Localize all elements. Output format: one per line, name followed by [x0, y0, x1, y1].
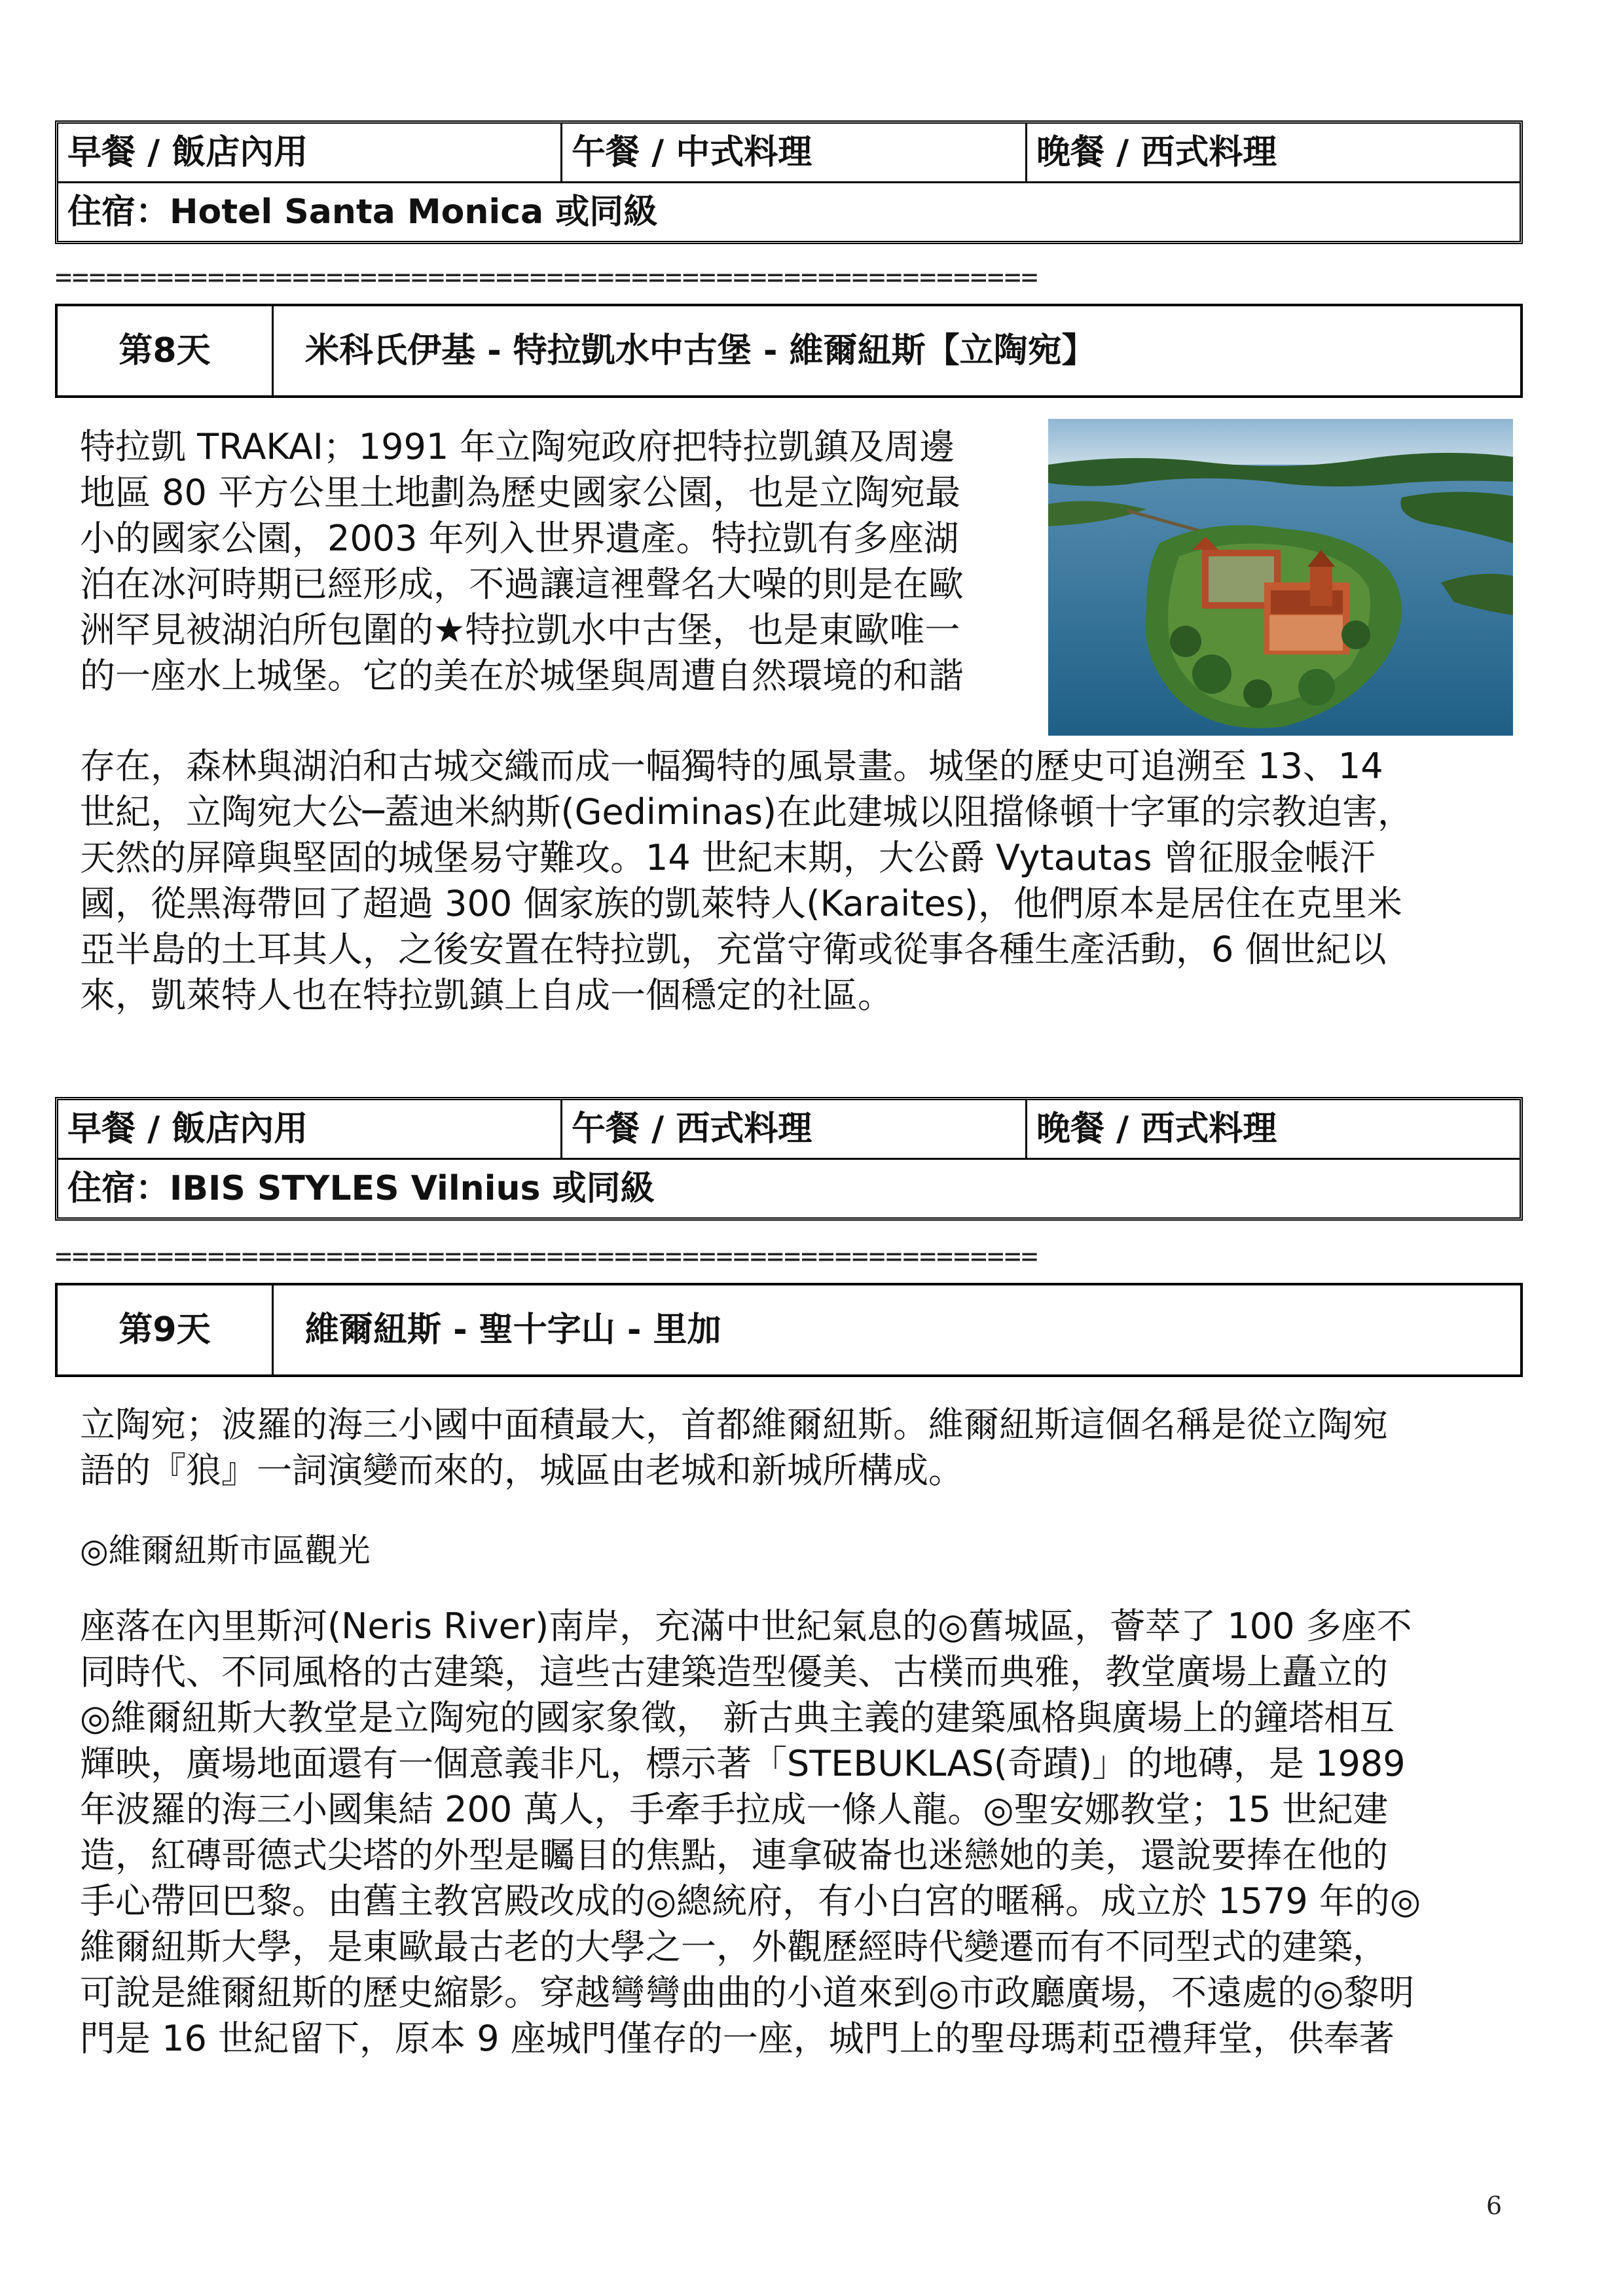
day8-line: 小的國家公園，2003 年列入世界遺產。特拉凱有多座湖 [80, 518, 959, 559]
day8-line: 地區 80 平方公里土地劃為歷史國家公園，也是立陶宛最 [80, 472, 961, 513]
meal-table-day8 [55, 1097, 1523, 1221]
lunch-cell: 午餐 / 中式料理 [562, 124, 1027, 181]
day8-line: 天然的屏障與堅固的城堡易守難攻。14 世紀末期，大公爵 Vytautas 曾征服金帳汗 [80, 837, 1376, 878]
day9-intro-line: 語的『狼』一詞演變而來的，城區由老城和新城所構成。 [80, 1450, 964, 1491]
day9-intro-line: 立陶宛；波羅的海三小國中面積最大，首都維爾紐斯。維爾紐斯這個名稱是從立陶宛 [80, 1404, 1388, 1445]
day-label: 第9天 [58, 1285, 274, 1374]
meal-row [58, 1100, 1520, 1160]
day8-line: 泊在冰河時期已經形成，不過讓這裡聲名大噪的則是在歐 [80, 564, 964, 605]
day8-line: 特拉凱 TRAKAI；1991 年立陶宛政府把特拉凱鎮及周邊 [80, 426, 955, 467]
separator-line: ========================================================== [55, 1242, 1038, 1271]
day8-line: 來，凱萊特人也在特拉凱鎮上自成一個穩定的社區。 [80, 975, 893, 1016]
day8-line: 洲罕見被湖泊所包圍的★特拉凱水中古堡，也是東歐唯一 [80, 609, 960, 651]
day-label: 第8天 [58, 306, 274, 395]
day9-body-line: ◎維爾紐斯大教堂是立陶宛的國家象徵， 新古典主義的建築風格與廣場上的鐘塔相互 [80, 1697, 1395, 1738]
breakfast-cell: 早餐 / 飯店內用 [58, 1100, 562, 1158]
day-header-day9 [55, 1283, 1523, 1377]
dinner-cell: 晚餐 / 西式料理 [1036, 133, 1277, 172]
day-header-day8 [55, 304, 1523, 398]
hotel-row [58, 1160, 1520, 1217]
day9-body-line: 年波羅的海三小國集結 200 萬人，手牽手拉成一條人龍。◎聖安娜教堂；15 世紀建 [80, 1789, 1389, 1830]
meal-table-day7 [55, 120, 1523, 244]
day9-subheading: ◎維爾紐斯市區觀光 [80, 1532, 371, 1570]
day9-body-line: 造，紅磚哥德式尖塔的外型是矚目的焦點，連拿破崙也迷戀她的美，還說要捧在他的 [80, 1835, 1388, 1876]
hotel-cell: 住宿：IBIS STYLES Vilnius 或同級 [67, 1169, 655, 1208]
day9-body-line: 手心帶回巴黎。由舊主教宮殿改成的◎總統府，有小白宮的暱稱。成立於 1579 年的◎ [80, 1880, 1421, 1922]
day9-body-line: 可說是維爾紐斯的歷史縮影。穿越彎彎曲曲的小道來到◎市政廳廣場，不遠處的◎黎明 [80, 1972, 1415, 2013]
hotel-row [58, 183, 1520, 241]
day9-body-line: 維爾紐斯大學，是東歐最古老的大學之一，外觀歷經時代變遷而有不同型式的建築， [80, 1926, 1388, 1967]
day8-line: 存在，森林與湖泊和古城交織而成一幅獨特的風景畫。城堡的歷史可追溯至 13、14 [80, 745, 1383, 787]
hotel-cell: 住宿：Hotel Santa Monica 或同級 [67, 192, 658, 232]
lunch-cell: 午餐 / 西式料理 [562, 1100, 1027, 1158]
separator-line: ========================================================== [55, 263, 1038, 292]
day8-line: 亞半島的土耳其人，之後安置在特拉凱，充當守衛或從事各種生產活動，6 個世紀以 [80, 929, 1387, 970]
day-title: 米科氏伊基 - 特拉凱水中古堡 - 維爾紐斯【立陶宛】 [305, 331, 1096, 370]
day9-body-line: 門是 16 世紀留下，原本 9 座城門僅存的一座，城門上的聖母瑪莉亞禮拜堂，供奉著 [80, 2018, 1395, 2059]
day9-body-line: 同時代、不同風格的古建築，這些古建築造型優美、古樸而典雅，教堂廣場上矗立的 [80, 1651, 1388, 1693]
trakai-castle-photo [1048, 419, 1513, 736]
meal-row [58, 124, 1520, 183]
day8-line: 世紀，立陶宛大公─蓋迪米納斯(Gediminas)在此建城以阻擋條頓十字軍的宗教迫害， [80, 791, 1413, 833]
breakfast-cell: 早餐 / 飯店內用 [58, 124, 562, 181]
day8-line: 國，從黑海帶回了超過 300 個家族的凱萊特人(Karaites)，他們原本是居住在克里米 [80, 883, 1402, 924]
dinner-cell: 晚餐 / 西式料理 [1036, 1109, 1277, 1149]
page-number: 6 [1486, 2191, 1503, 2220]
day-title: 維爾紐斯 - 聖十字山 - 里加 [305, 1310, 721, 1350]
day8-line: 的一座水上城堡。它的美在於城堡與周遭自然環境的和諧 [80, 655, 964, 696]
day9-body-line: 輝映，廣場地面還有一個意義非凡，標示著「STEBUKLAS(奇蹟)」的地磚，是 1989 [80, 1743, 1406, 1784]
day9-body-line: 座落在內里斯河(Neris River)南岸，充滿中世紀氣息的◎舊城區，薈萃了 100 多座不 [80, 1605, 1412, 1647]
